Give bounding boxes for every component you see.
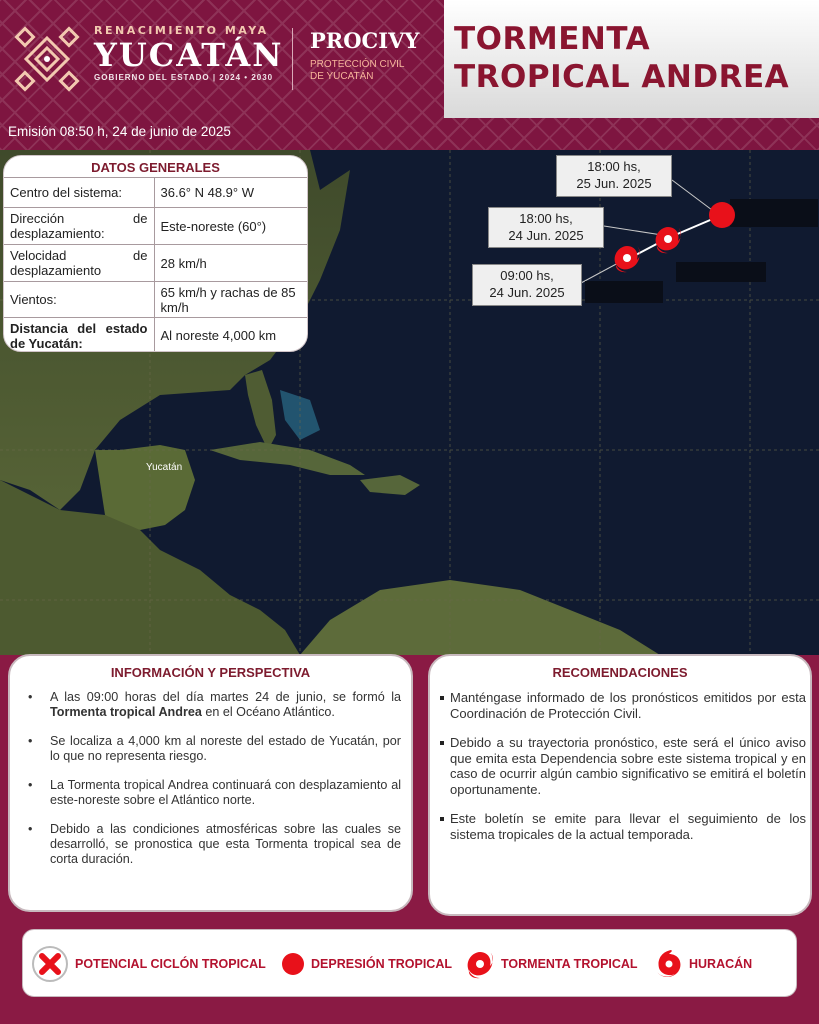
- item-text: La Tormenta tropical Andrea continuará con desplazamiento al este-noreste sobre el Atlántico norte.: [50, 778, 401, 807]
- x-circle-icon: [31, 945, 69, 983]
- brand-gov: GOBIERNO DEL ESTADO | 2024 • 2030: [94, 73, 274, 82]
- legend-item: [655, 930, 752, 998]
- redaction-box: [676, 262, 766, 282]
- info-title: INFORMACIÓN Y PERSPECTIVA: [110, 665, 311, 680]
- track-time: 09:00 hs,: [500, 268, 554, 283]
- title-line-2: TROPICAL ANDREA: [454, 59, 790, 95]
- legend-item: [465, 930, 638, 998]
- brand-name: YUCATÁN: [94, 36, 284, 74]
- table-row: [4, 178, 307, 208]
- row-label: Distancia del estado de Yucatán:: [4, 318, 154, 353]
- table-row: [4, 282, 307, 318]
- legend-label: DEPRESIÓN TROPICAL: [311, 957, 452, 971]
- header-divider: [292, 28, 293, 90]
- agency-subtitle: PROTECCIÓN CIVIL DE YUCATÁN: [310, 59, 405, 82]
- legend-item: [281, 930, 452, 998]
- row-value: Al noreste 4,000 km: [154, 318, 307, 353]
- track-time: 18:00 hs,: [587, 159, 641, 174]
- list-item: Manténgase informado de los pronósticos emitidos por esta Coordinación de Protección Civil.: [440, 690, 806, 721]
- track-label-3: [556, 155, 672, 197]
- recommendations-title: RECOMENDACIONES: [552, 665, 688, 680]
- title-line-1: TORMENTA: [454, 21, 651, 57]
- track-label-2: [488, 207, 604, 248]
- list-item: [26, 778, 401, 808]
- track-date: 24 Jun. 2025: [508, 228, 584, 243]
- redaction-box: [585, 281, 663, 303]
- item-bold: Tormenta tropical Andrea: [50, 705, 202, 719]
- item-text: Debido a las condiciones atmosféricas sobre las cuales se desarrolló, se pronostica que esta Tormenta tropical sea de corta duración.: [50, 822, 401, 866]
- emission-date: Emisión 08:50 h, 24 de junio de 2025: [8, 124, 231, 139]
- info-list: [26, 690, 401, 881]
- page-title: [454, 20, 789, 96]
- general-data-title: DATOS GENERALES: [91, 160, 220, 175]
- general-data-panel: [3, 155, 308, 352]
- row-value: 36.6° N 48.9° W: [154, 178, 307, 208]
- list-item: Este boletín se emite para llevar el seguimiento de los sistema tropicales de la actual temporada.: [440, 811, 806, 842]
- legend: [22, 929, 797, 997]
- hurricane-icon: [655, 949, 683, 979]
- table-row: [4, 208, 307, 245]
- recommendations-list: [440, 690, 806, 856]
- tropical-storm-icon: [612, 243, 642, 273]
- red-dot-icon: [281, 952, 305, 976]
- list-item: [26, 690, 401, 720]
- row-label: Dirección de desplazamiento:: [4, 208, 154, 245]
- tropical-storm-icon: [653, 224, 683, 254]
- list-item: [26, 822, 401, 867]
- legend-item: [31, 930, 266, 998]
- track-date: 24 Jun. 2025: [489, 285, 565, 300]
- track-time: 18:00 hs,: [519, 211, 573, 226]
- item-text: en el Océano Atlántico.: [201, 705, 335, 719]
- info-perspective-card: [8, 654, 413, 912]
- brand: [94, 24, 283, 82]
- list-item: Debido a su trayectoria pronóstico, este será el único aviso que emita esta Dependencia sobre este sistema tropical y en caso de ocurrir algún cambio significativo se emitirá el boletín oportunamente.: [440, 735, 806, 797]
- agency: [310, 28, 420, 83]
- yucatan-logo-icon: [14, 26, 80, 92]
- depression-marker: [709, 202, 735, 228]
- legend-label: POTENCIAL CICLÓN TROPICAL: [75, 957, 266, 971]
- recommendations-card: [428, 654, 812, 916]
- row-label: Velocidad de desplazamiento: [4, 245, 154, 282]
- table-row: [4, 245, 307, 282]
- table-row: [4, 318, 307, 353]
- agency-name: PROCIVY: [310, 28, 420, 53]
- legend-label: TORMENTA TROPICAL: [501, 957, 638, 971]
- title-box: [444, 0, 819, 118]
- map-place-label: Yucatán: [146, 462, 183, 473]
- item-text: A las 09:00 horas del día martes 24 de junio, se formó la: [50, 690, 401, 704]
- list-item: [26, 734, 401, 764]
- track-date: 25 Jun. 2025: [576, 176, 652, 191]
- row-value: 65 km/h y rachas de 85 km/h: [154, 282, 307, 318]
- row-value: 28 km/h: [154, 245, 307, 282]
- brand-tagline: RENACIMIENTO MAYA: [94, 24, 269, 37]
- item-text: Se localiza a 4,000 km al noreste del estado de Yucatán, por lo que no representa riesgo.: [50, 734, 401, 763]
- track-label-1: [472, 264, 582, 306]
- redaction-box: [730, 199, 818, 227]
- row-value: Este-noreste (60°): [154, 208, 307, 245]
- row-label: Vientos:: [4, 282, 154, 318]
- general-data-table: [4, 177, 307, 352]
- header: [0, 0, 819, 150]
- legend-label: HURACÁN: [689, 957, 753, 971]
- row-label: Centro del sistema:: [4, 178, 154, 208]
- tropical-storm-icon: [465, 949, 495, 979]
